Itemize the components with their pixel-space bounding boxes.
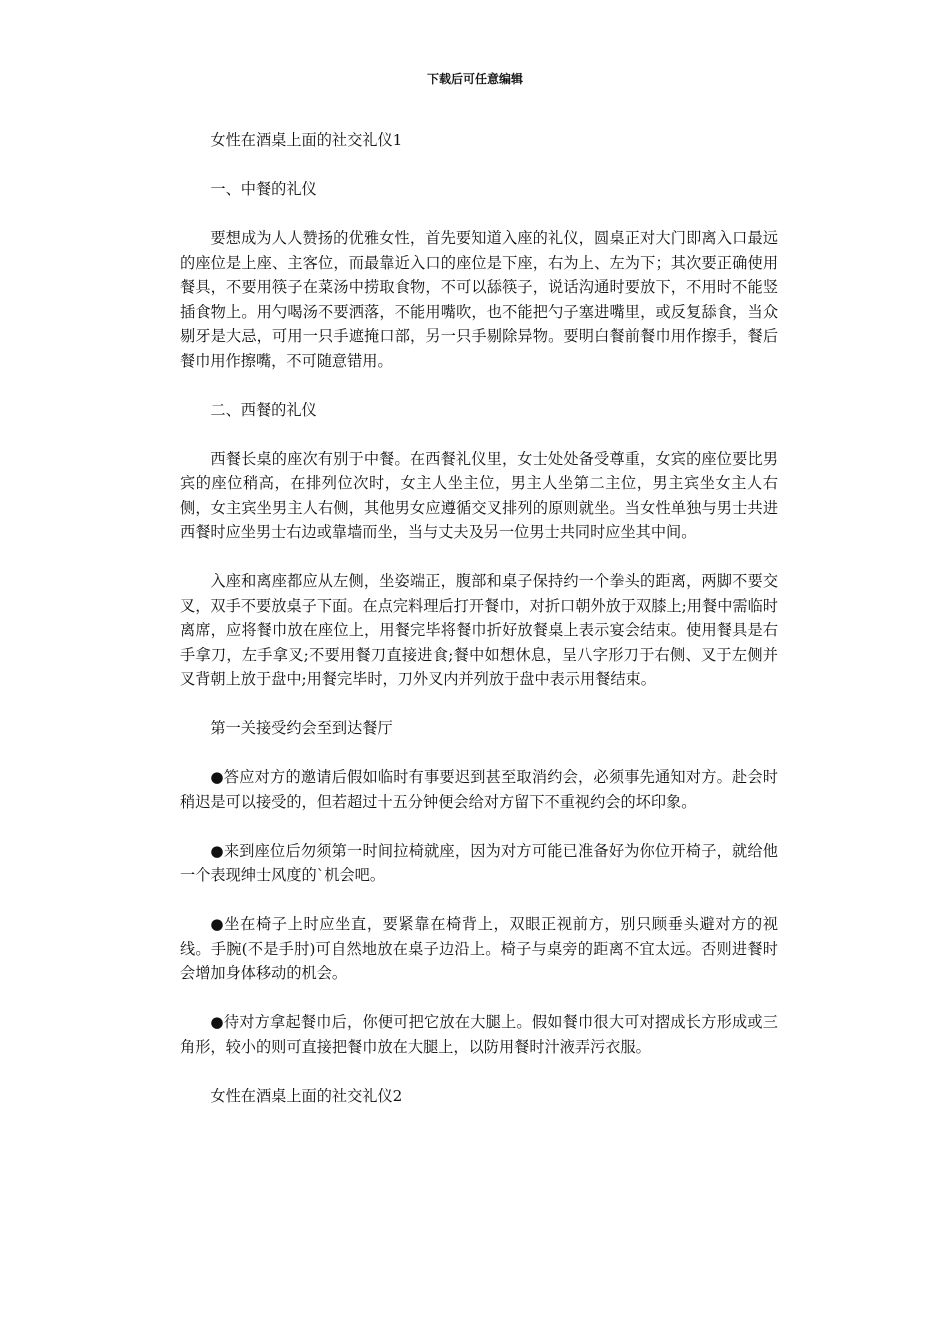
bullet-paragraph-3: ●坐在椅子上时应坐直，要紧靠在椅背上，双眼正视前方，别只顾垂头避对方的视线。手腕(不是手肘)可自然地放在桌子边沿上。椅子与桌旁的距离不宜太远。否则进餐时会增加身体移动的机会。 — [180, 915, 778, 982]
bullet-paragraph-4: ●待对方拿起餐巾后，你便可把它放在大腿上。假如餐巾很大可对摺成长方形成或三角形，较小的则可直接把餐巾放在大腿上，以防用餐时汁液弄污衣服。 — [180, 1013, 778, 1056]
bullet-paragraph-2: ●来到座位后勿须第一时间拉椅就座，因为对方可能已准备好为你位开椅子，就给他一个表现绅士风度的`机会吧。 — [180, 841, 778, 884]
paragraph-western-etiquette: 入座和离座都应从左侧，坐姿端正，腹部和桌子保持约一个拳头的距离，两脚不要交叉，双手不要放桌子下面。在点完料理后打开餐巾，对折口朝外放于双膝上;用餐中需临时离席，应将餐巾放在座位上，用餐完毕将餐巾折好放餐桌上表示宴会结束。使用餐具是右手拿刀，左手拿叉;不要用餐刀直接进食;餐中如想休息，呈八字形刀于右侧、叉于左侧并叉背朝上放于盘中;用餐完毕时，刀外叉内并列放于盘中表示用餐结束。 — [180, 572, 778, 688]
header-note: 下载后可任意编辑 — [426, 72, 523, 86]
bullet-paragraph-1: ●答应对方的邀请后假如临时有事要迟到甚至取消约会，必须事先通知对方。赴会时稍迟是可以接受的，但若超过十五分钟便会给对方留下不重视约会的坏印象。 — [180, 768, 778, 811]
subheading-western-dining: 二、西餐的礼仪 — [210, 400, 317, 419]
paragraph-chinese-dining: 要想成为人人赞扬的优雅女性，首先要知道入座的礼仪，圆桌正对大门即离入口最远的座位是上座、主客位，而最靠近入口的座位是下座，右为上、左为下；其次要正确使用餐具，不要用筷子在菜汤中捞取食物，不可以舔筷子，说话沟通时要放下，不用时不能竖插食物上。用勺喝汤不要洒落，不能用嘴吹，也不能把勺子塞进嘴里，或反复舔食，当众剔牙是大忌，可用一只手遮掩口部，另一只手剔除异物。要明白餐前餐巾用作擦手，餐后餐巾用作擦嘴，不可随意错用。 — [180, 229, 778, 370]
paragraph-western-seating: 西餐长桌的座次有别于中餐。在西餐礼仪里，女士处处备受尊重，女宾的座位要比男宾的座位稍高，在排列位次时，女主人坐主位，男主人坐第二主位，男主宾坐女主人右侧，女主宾坐男主人右侧，其他男女应遵循交叉排列的原则就坐。当女性单独与男士共进西餐时应坐男士右边或靠墙而坐，当与丈夫及另一位男士共同时应坐其中间。 — [180, 449, 778, 541]
document-body — [180, 128, 778, 1108]
section-title-2: 女性在酒桌上面的社交礼仪2 — [210, 1086, 403, 1105]
section-title: 女性在酒桌上面的社交礼仪1 — [210, 131, 403, 149]
subheading-chinese-dining: 一、中餐的礼仪 — [210, 180, 317, 198]
subheading-first-stage: 第一关接受约会至到达餐厅 — [210, 719, 393, 737]
